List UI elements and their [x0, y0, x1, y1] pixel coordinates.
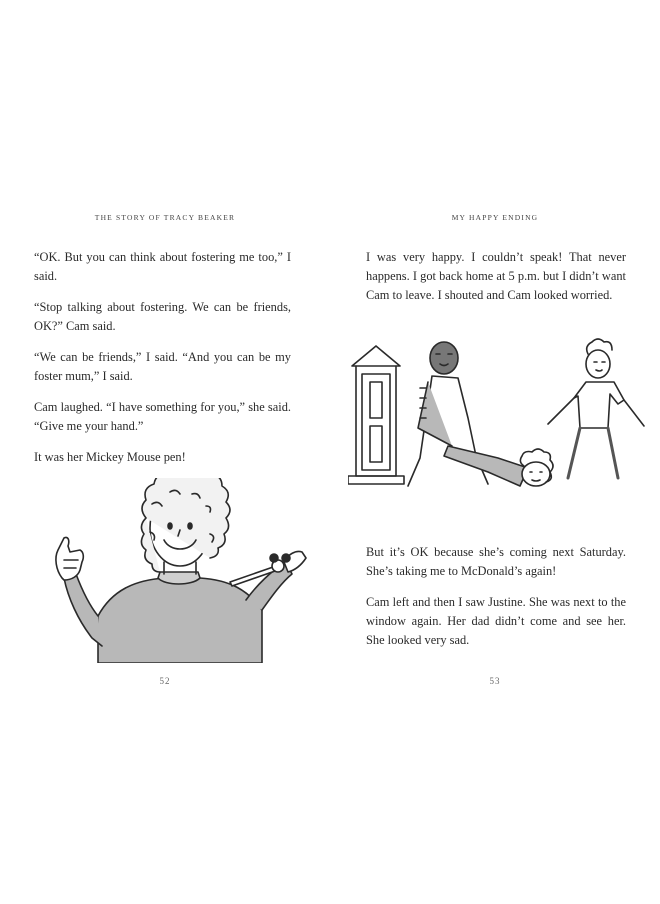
cam-holding-pen-illustration — [40, 478, 310, 663]
page-number-left: 52 — [159, 676, 171, 686]
paragraph: “We can be friends,” I said. “And you can be my foster mum,” I said. — [34, 350, 291, 383]
left-text-block — [34, 248, 291, 467]
tracy-being-pulled-illustration — [348, 338, 648, 508]
paragraph: “Stop talking about fostering. We can be friends, OK?” Cam said. — [34, 300, 291, 333]
right-page — [330, 0, 660, 904]
running-head-right: MY HAPPY ENDING — [451, 213, 539, 222]
paragraph: Cam laughed. “I have something for you,” she said. “Give me your hand.” — [34, 400, 291, 433]
page-number-right: 53 — [489, 676, 501, 686]
paragraph: Cam left and then I saw Justine. She was next to the window again. Her dad didn’t come and see her. She looked very sad. — [366, 595, 626, 647]
running-head-left: THE STORY OF TRACY BEAKER — [94, 213, 236, 222]
right-text-block-top — [366, 248, 626, 305]
right-text-block-bottom — [366, 543, 626, 650]
paragraph: I was very happy. I couldn’t speak! That never happens. I got back home at 5 p.m. but I didn’t want Cam to leave. I shouted and Cam looked worried. — [366, 250, 626, 302]
paragraph: “OK. But you can think about fostering me too,” I said. — [34, 250, 291, 283]
paragraph: But it’s OK because she’s coming next Saturday. She’s taking me to McDonald’s again! — [366, 545, 626, 578]
paragraph: It was her Mickey Mouse pen! — [34, 450, 186, 464]
